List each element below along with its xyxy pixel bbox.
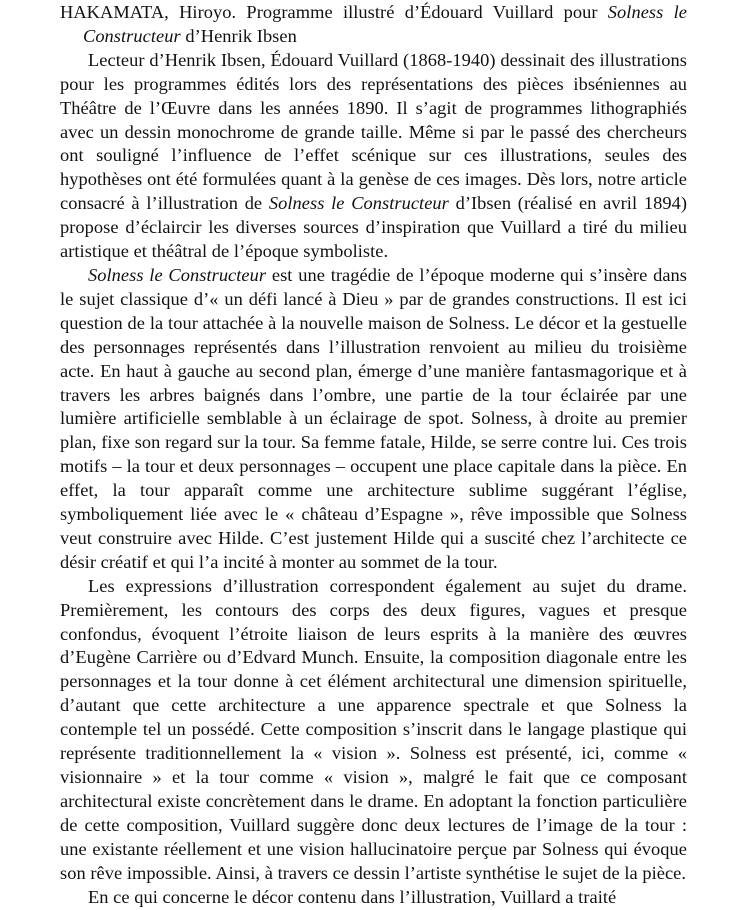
paragraph-1 — [60, 49, 687, 264]
paragraph-2-work-title: Solness le Constructeur — [88, 264, 267, 285]
title-post: d’Henrik Ibsen — [185, 25, 297, 46]
paragraph-4 — [60, 886, 687, 910]
paragraph-1-work-title: Solness le Constructeur — [268, 193, 449, 214]
paragraph-1-text: Lecteur d’Henrik Ibsen, Édouard Vuillard (1868-1940) dessinait des illustrations pour les programmes édités lors des représentations des pièces ibséniennes au Théâtre de l’Œuvre dans les années 1890. Il s’agit de programmes lithographiés avec un dessin monochrome de grande taille. Même si par le passé des chercheurs ont souligné l’influence de l’effet scénique sur ces illustrations, seules des hypothèses ont été formulées quant à la genèse de ces images. Dès lors, notre article consacré à l’illustration de — [60, 49, 687, 214]
paragraph-4-text: En ce qui concerne le décor contenu dans l’illustration, Vuillard a traité — [88, 886, 617, 907]
paragraph-3-text: Les expressions d’illustration correspondent également au sujet du drame. Premièrement, les contours des corps des deux figures, vagues et presque confondus, évoquent l’étroite liaison de leurs esprits à la manière des œuvres d’Eugène Carrière ou d’Edvard Munch. Ensuite, la composition diagonale entre les personnages et la tour donne à cet élément architectural une dimension spirituelle, d’autant que cette architecture a une apparence spectrale et que Solness la contemple tel un possédé. Cette composition s’inscrit dans le langage plastique qui représente traditionnellement la « vision ». Solness est présenté, ici, comme « visionnaire » et la tour comme « vision », malgré le fait que ce composant architectural existe concrètement dans le drame. En adoptant la fonction particulière de cette composition, Vuillard suggère donc deux lectures de l’image de la tour : une existante réellement et une vision hallucinatoire perçue par Solness qui évoque son rêve impossible. Ainsi, à travers ce dessin l’artiste synthétise le sujet de la pièce. — [60, 575, 687, 883]
author-name: HAKAMATA, Hiroyo. — [60, 2, 237, 22]
paragraph-2-text: est une tragédie de l’époque moderne qui s’insère dans le sujet classique d’« un défi lancé à Dieu » par de grandes constructions. Il est ici question de la tour attachée à la nouvelle maison de Solness. Le décor et la gestuelle des personnages représentés dans l’illustration renvoient au milieu du troisième acte. En haut à gauche au second plan, émerge d’une manière fantasmagorique et à travers les arbres baignés dans l’ombre, une partie de la tour éclairée par une lumière artificielle semblable à un éclairage de spot. Solness, à droite au premier plan, fixe son regard sur la tour. Sa femme fatale, Hilde, se serre contre lui. Ces trois motifs – la tour et deux personnages – occupent une place capitale dans la pièce. En effet, la tour apparaît comme une architecture sublime suggérant l’église, symboliquement liée avec le « château d’Espagne », rêve impossible que Solness veut construire avec Hilde. C’est justement Hilde qui a suscité chez l’architecte ce désir créatif et qui l’a incité à monter au sommet de la tour. — [60, 264, 687, 572]
article-heading — [60, 1, 687, 49]
paragraph-2 — [60, 264, 687, 575]
paragraph-3 — [60, 575, 687, 886]
text-column — [60, 1, 687, 910]
paragraph-1-text-after: d’Ibsen (réalisé en avril 1894) propose d’éclaircir les diverses sources d’inspiration que Vuillard a tiré du milieu artistique et théâtral de l’époque symboliste. — [60, 193, 687, 262]
title-pre: Programme illustré d’Édouard Vuillard pour — [246, 2, 598, 22]
work-title: Solness le Constructeur — [83, 2, 687, 46]
